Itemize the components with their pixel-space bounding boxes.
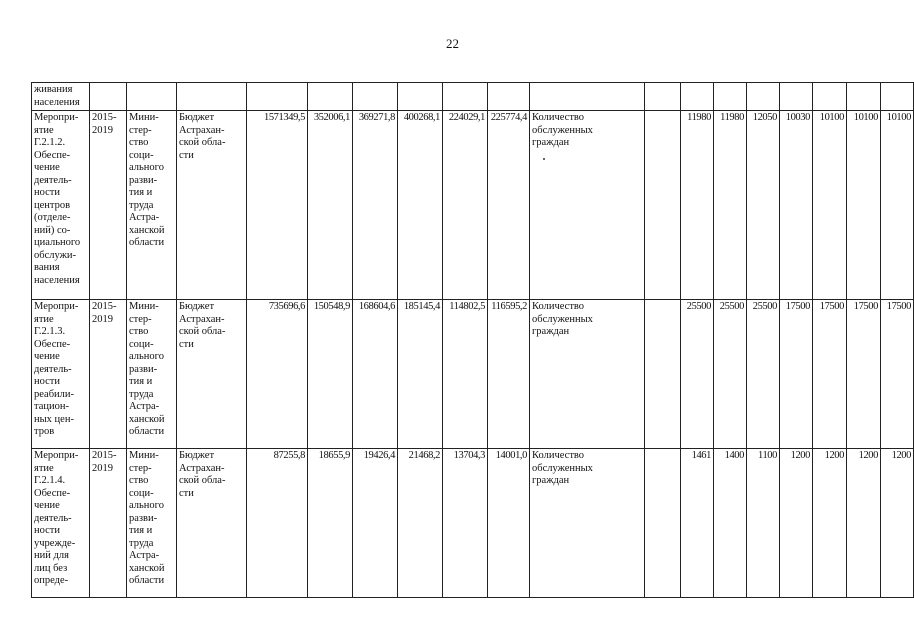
table-row — [32, 449, 914, 598]
empty-cell — [714, 83, 747, 111]
page-number: 22 — [446, 36, 459, 51]
value-cell: 25500 — [714, 300, 747, 449]
empty-cell — [645, 300, 681, 449]
value-cell: 10100 — [881, 111, 914, 300]
executor-cell: Мини- стер- ство соци- ального разви- тия и труда Астра- ханской области — [127, 300, 177, 449]
value-cell: 11980 — [681, 111, 714, 300]
amount-2018-cell: 224029,1 — [443, 111, 488, 300]
amount-2017-cell: 185145,4 — [398, 300, 443, 449]
value-cell: 10100 — [813, 111, 847, 300]
empty-cell — [780, 83, 813, 111]
amount-2017-cell: 400268,1 — [398, 111, 443, 300]
executor-cell: Мини- стер- ство соци- ального разви- тия и труда Астра- ханской области — [127, 111, 177, 300]
value-cell: 1200 — [813, 449, 847, 598]
amount-2015-cell: 352006,1 — [308, 111, 353, 300]
amount-2018-cell: 114802,5 — [443, 300, 488, 449]
table-row — [32, 111, 914, 300]
indicator-cell: Количество обслуженных граждан — [530, 300, 645, 449]
indicator-cell: Количество обслуженных граждан — [530, 449, 645, 598]
value-cell: 17500 — [881, 300, 914, 449]
amount-2015-cell: 18655,9 — [308, 449, 353, 598]
table-row — [32, 300, 914, 449]
value-cell: 17500 — [847, 300, 881, 449]
amount-2019-cell: 14001,0 — [488, 449, 530, 598]
amount-2015-cell: 150548,9 — [308, 300, 353, 449]
years-cell: 2015- 2019 — [90, 449, 127, 598]
value-cell: 10030 — [780, 111, 813, 300]
value-cell: 17500 — [780, 300, 813, 449]
empty-cell — [398, 83, 443, 111]
source-cell: Бюджет Астрахан- ской обла- сти — [177, 449, 247, 598]
empty-cell — [353, 83, 398, 111]
empty-cell — [247, 83, 308, 111]
empty-cell — [645, 111, 681, 300]
value-cell: 25500 — [681, 300, 714, 449]
source-cell: Бюджет Астрахан- ской обла- сти — [177, 111, 247, 300]
empty-cell — [645, 449, 681, 598]
empty-cell — [530, 83, 645, 111]
empty-cell — [90, 83, 127, 111]
source-cell: Бюджет Астрахан- ской обла- сти — [177, 300, 247, 449]
event-cell: Меропри- ятие Г.2.1.2. Обеспе- чение деятель- ности центров (отделе- ний) со- циального обслужи- вания населения — [32, 111, 90, 300]
empty-cell — [645, 83, 681, 111]
value-cell: 12050 — [747, 111, 780, 300]
amount-total-cell: 1571349,5 — [247, 111, 308, 300]
empty-cell — [881, 83, 914, 111]
indicator-cell: Количество обслуженных граждан — [530, 111, 645, 300]
table-row-continuation — [32, 83, 914, 111]
value-cell: 1200 — [847, 449, 881, 598]
amount-2016-cell: 19426,4 — [353, 449, 398, 598]
empty-cell — [813, 83, 847, 111]
program-table — [31, 82, 914, 598]
years-cell: 2015- 2019 — [90, 111, 127, 300]
value-cell: 1100 — [747, 449, 780, 598]
amount-2019-cell: 225774,4 — [488, 111, 530, 300]
event-cell: живания населения — [32, 83, 90, 111]
value-cell: 25500 — [747, 300, 780, 449]
value-cell: 1400 — [714, 449, 747, 598]
empty-cell — [847, 83, 881, 111]
executor-cell: Мини- стер- ство соци- ального разви- тия и труда Астра- ханской области — [127, 449, 177, 598]
empty-cell — [747, 83, 780, 111]
empty-cell — [488, 83, 530, 111]
empty-cell — [443, 83, 488, 111]
amount-2018-cell: 13704,3 — [443, 449, 488, 598]
event-cell: Меропри- ятие Г.2.1.4. Обеспе- чение деятель- ности учрежде- ний для лиц без опреде- — [32, 449, 90, 598]
value-cell: 10100 — [847, 111, 881, 300]
amount-2016-cell: 369271,8 — [353, 111, 398, 300]
empty-cell — [127, 83, 177, 111]
empty-cell — [681, 83, 714, 111]
amount-total-cell: 735696,6 — [247, 300, 308, 449]
value-cell: 11980 — [714, 111, 747, 300]
amount-2019-cell: 116595,2 — [488, 300, 530, 449]
event-cell: Меропри- ятие Г.2.1.3. Обеспе- чение деятель- ности реабили- тацион- ных цен- тров — [32, 300, 90, 449]
value-cell: 1461 — [681, 449, 714, 598]
amount-total-cell: 87255,8 — [247, 449, 308, 598]
scan-speck — [543, 158, 545, 160]
empty-cell — [177, 83, 247, 111]
years-cell: 2015- 2019 — [90, 300, 127, 449]
amount-2017-cell: 21468,2 — [398, 449, 443, 598]
empty-cell — [308, 83, 353, 111]
value-cell: 17500 — [813, 300, 847, 449]
value-cell: 1200 — [780, 449, 813, 598]
amount-2016-cell: 168604,6 — [353, 300, 398, 449]
value-cell: 1200 — [881, 449, 914, 598]
